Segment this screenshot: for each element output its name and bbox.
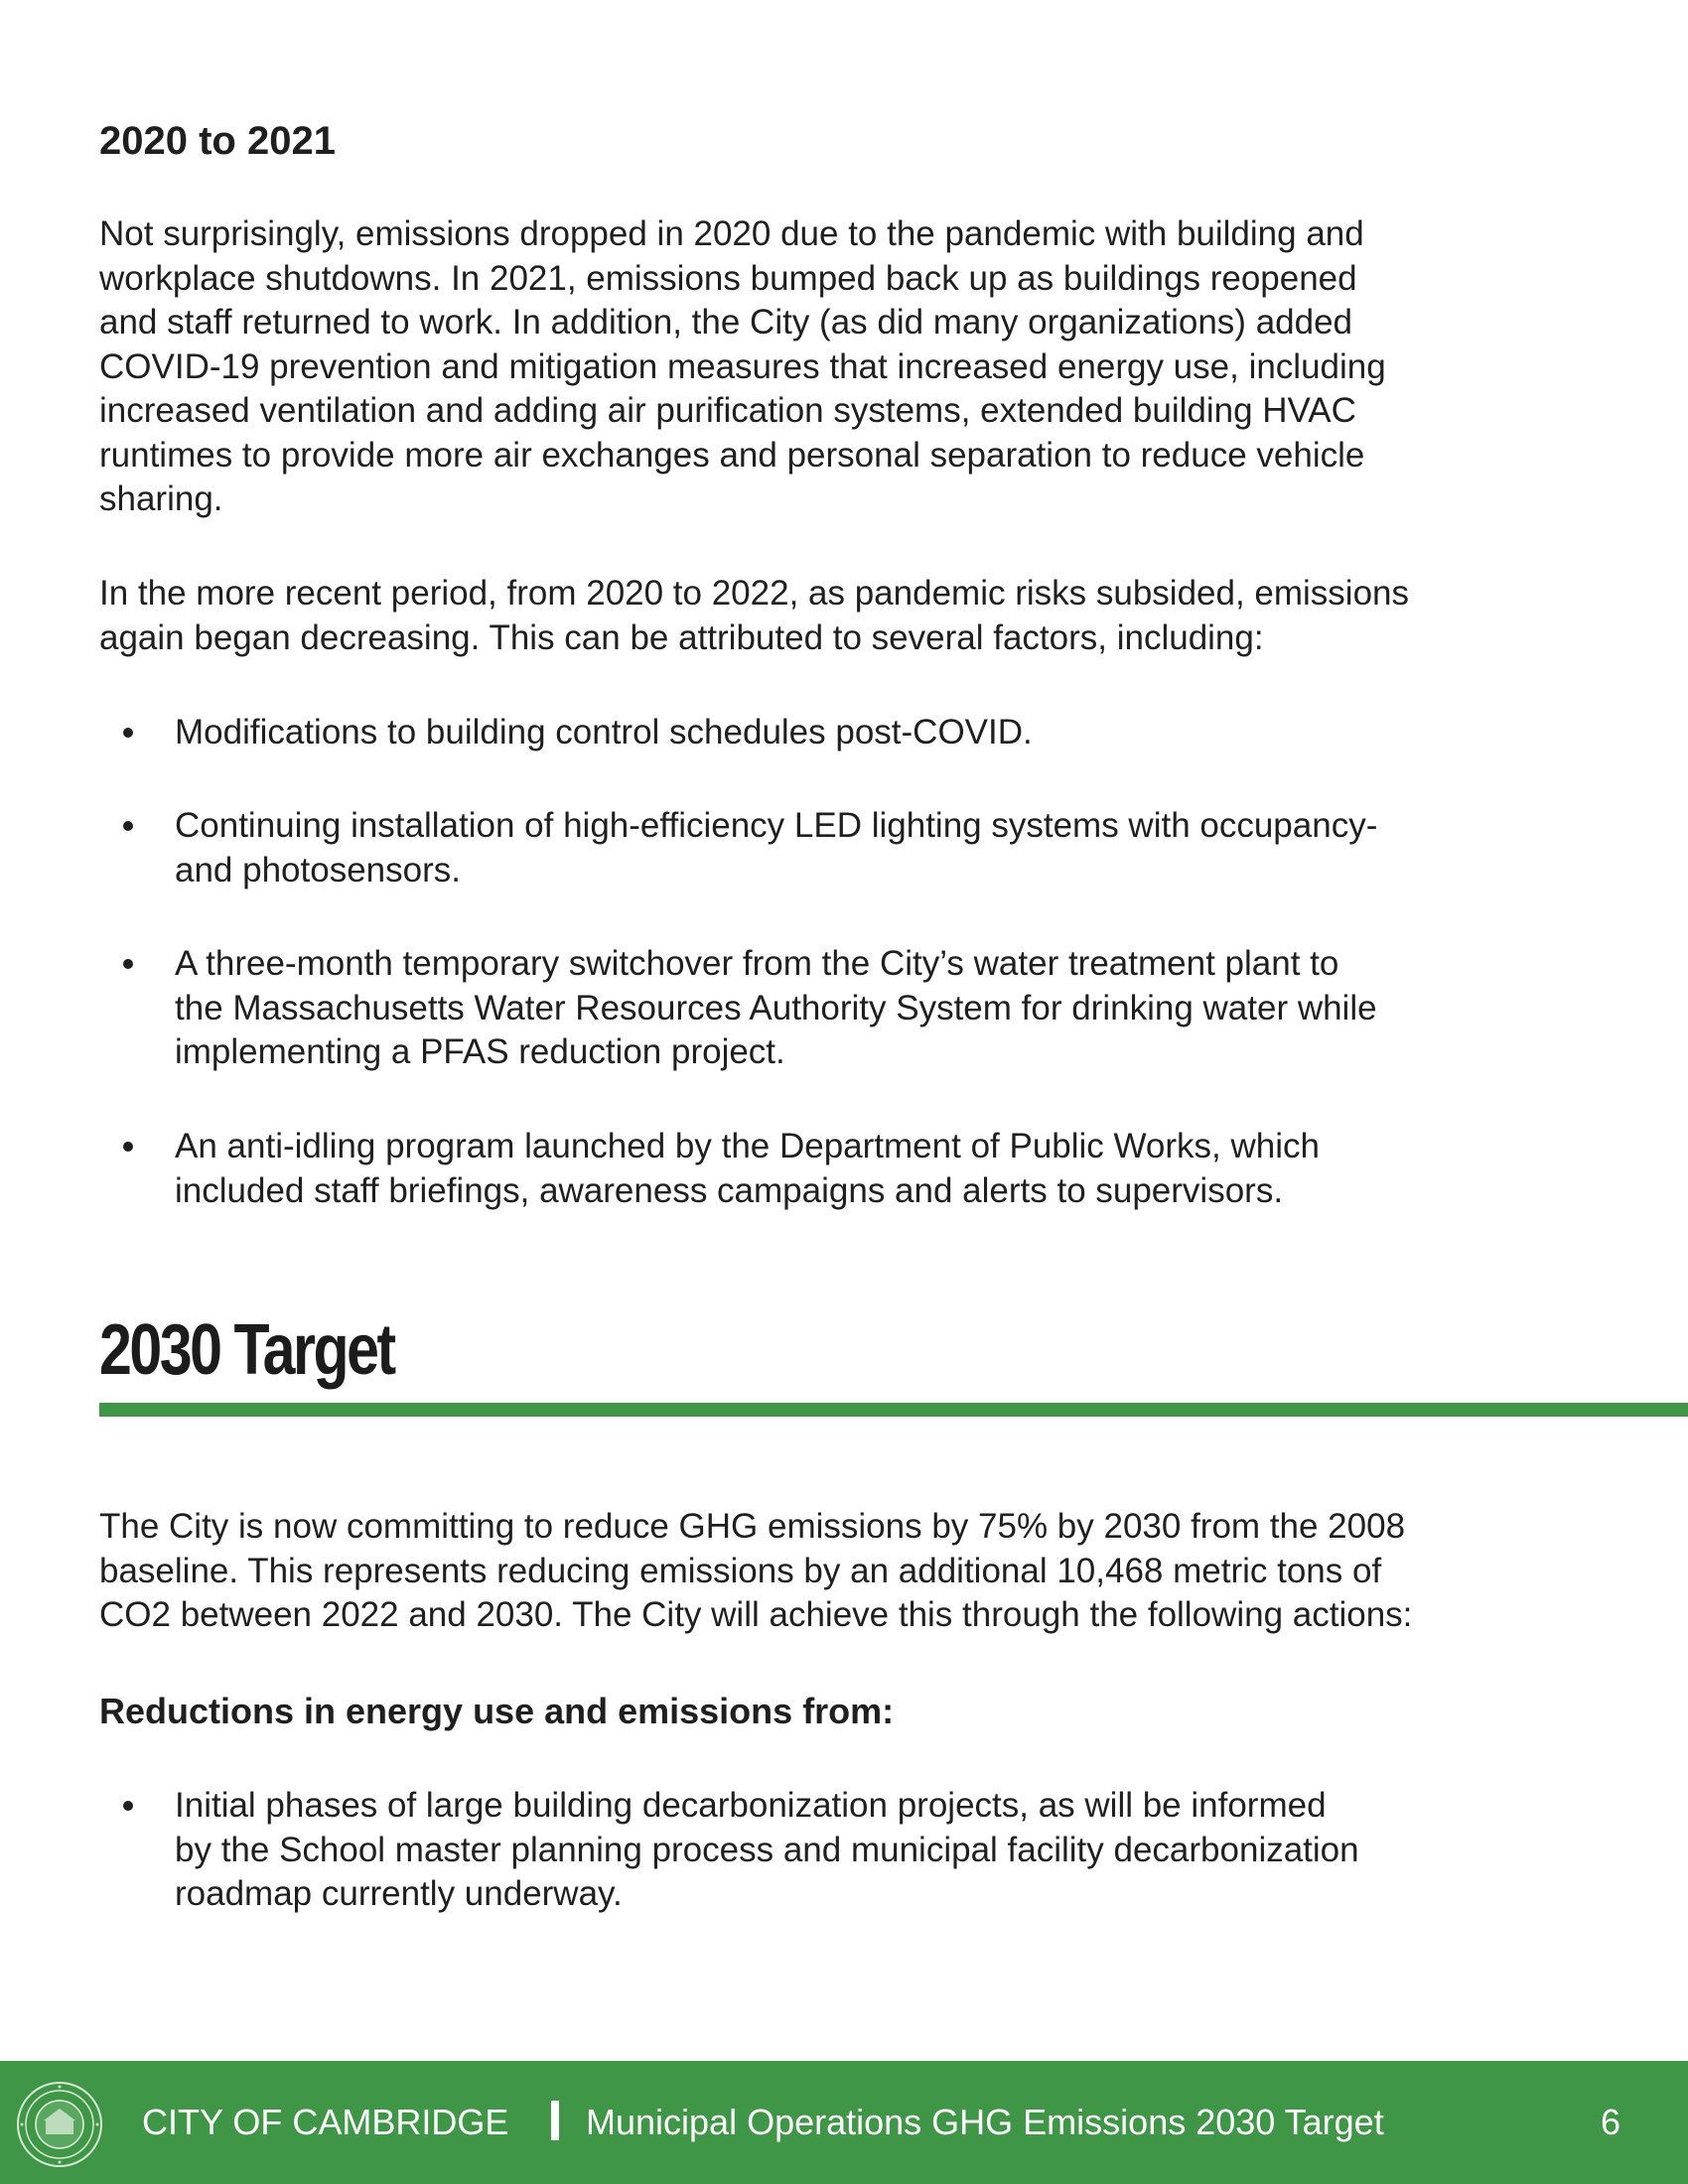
footer-organization: CITY OF CAMBRIDGE xyxy=(142,2102,509,2142)
list-item-line: Initial phases of large building decarbonization projects, as will be informed xyxy=(175,1786,1327,1825)
list-item-line: Modifications to building control schedules post-COVID. xyxy=(175,713,1033,751)
paragraph-line: In the more recent period, from 2020 to 2022, as pandemic risks subsided, emissions xyxy=(99,574,1410,613)
paragraph-line: Not surprisingly, emissions dropped in 2020 due to the pandemic with building and xyxy=(99,214,1364,253)
paragraph-2030-commitment xyxy=(99,1505,1412,1638)
list-item-line: by the School master planning process and municipal facility decarbonization xyxy=(175,1830,1359,1869)
paragraph-recent-period xyxy=(99,572,1409,660)
paragraph-line: workplace shutdowns. In 2021, emissions bumped back up as buildings reopened xyxy=(99,258,1357,298)
bullet-dot-icon xyxy=(123,728,133,738)
list-item-line: A three-month temporary switchover from the City’s water treatment plant to xyxy=(175,944,1339,983)
paragraph-line: and staff returned to work. In addition, the City (as did many organizations) added xyxy=(99,303,1353,341)
paragraph-line: again began decreasing. This can be attributed to several factors, including: xyxy=(99,617,1264,657)
footer-document-title: Municipal Operations GHG Emissions 2030 Target xyxy=(586,2102,1384,2142)
section-title-2030-target: 2030 Target xyxy=(99,1310,394,1390)
paragraph-line: increased ventilation and adding air purification systems, extended building HVAC xyxy=(99,391,1356,430)
footer-separator xyxy=(551,2101,559,2140)
bullet-dot-icon xyxy=(123,821,133,831)
list-item-line: included staff briefings, awareness campaigns and alerts to supervisors. xyxy=(175,1170,1284,1210)
section-heading-2020-2021: 2020 to 2021 xyxy=(99,119,336,163)
list-item-text xyxy=(175,1784,1359,1917)
subheading-reductions: Reductions in energy use and emissions from: xyxy=(99,1691,895,1731)
list-item-line: and photosensors. xyxy=(175,850,461,889)
list-item-text xyxy=(175,711,1033,755)
city-seal-icon xyxy=(16,2081,103,2168)
list-item-text xyxy=(175,1125,1320,1213)
list-item-line: Continuing installation of high-efficiency LED lighting systems with occupancy- xyxy=(175,806,1378,845)
section-divider xyxy=(99,1403,1688,1417)
bullet-dot-icon xyxy=(123,1801,133,1811)
list-item-text xyxy=(175,804,1377,892)
list-item-line: An anti-idling program launched by the Department of Public Works, which xyxy=(175,1127,1320,1165)
list-item-text xyxy=(175,942,1377,1075)
paragraph-pandemic-emissions xyxy=(99,212,1386,522)
paragraph-line: runtimes to provide more air exchanges and personal separation to reduce vehicle xyxy=(99,435,1365,475)
paragraph-line: baseline. This represents reducing emissions by an additional 10,468 metric tons of xyxy=(99,1551,1382,1590)
list-item-line: roadmap currently underway. xyxy=(175,1874,623,1913)
list-item-line: implementing a PFAS reduction project. xyxy=(175,1032,785,1071)
paragraph-line: COVID-19 prevention and mitigation measures that increased energy use, including xyxy=(99,346,1386,386)
bullet-dot-icon xyxy=(123,959,133,969)
page-number: 6 xyxy=(1601,2102,1621,2142)
page-footer xyxy=(0,2061,1688,2184)
paragraph-line: CO2 between 2022 and 2030. The City will achieve this through the following actions: xyxy=(99,1595,1413,1634)
list-item-line: the Massachusetts Water Resources Authority System for drinking water while xyxy=(175,988,1377,1027)
paragraph-line: sharing. xyxy=(99,479,223,518)
bullet-dot-icon xyxy=(123,1142,133,1152)
paragraph-line: The City is now committing to reduce GHG emissions by 75% by 2030 from the 2008 xyxy=(99,1507,1406,1546)
